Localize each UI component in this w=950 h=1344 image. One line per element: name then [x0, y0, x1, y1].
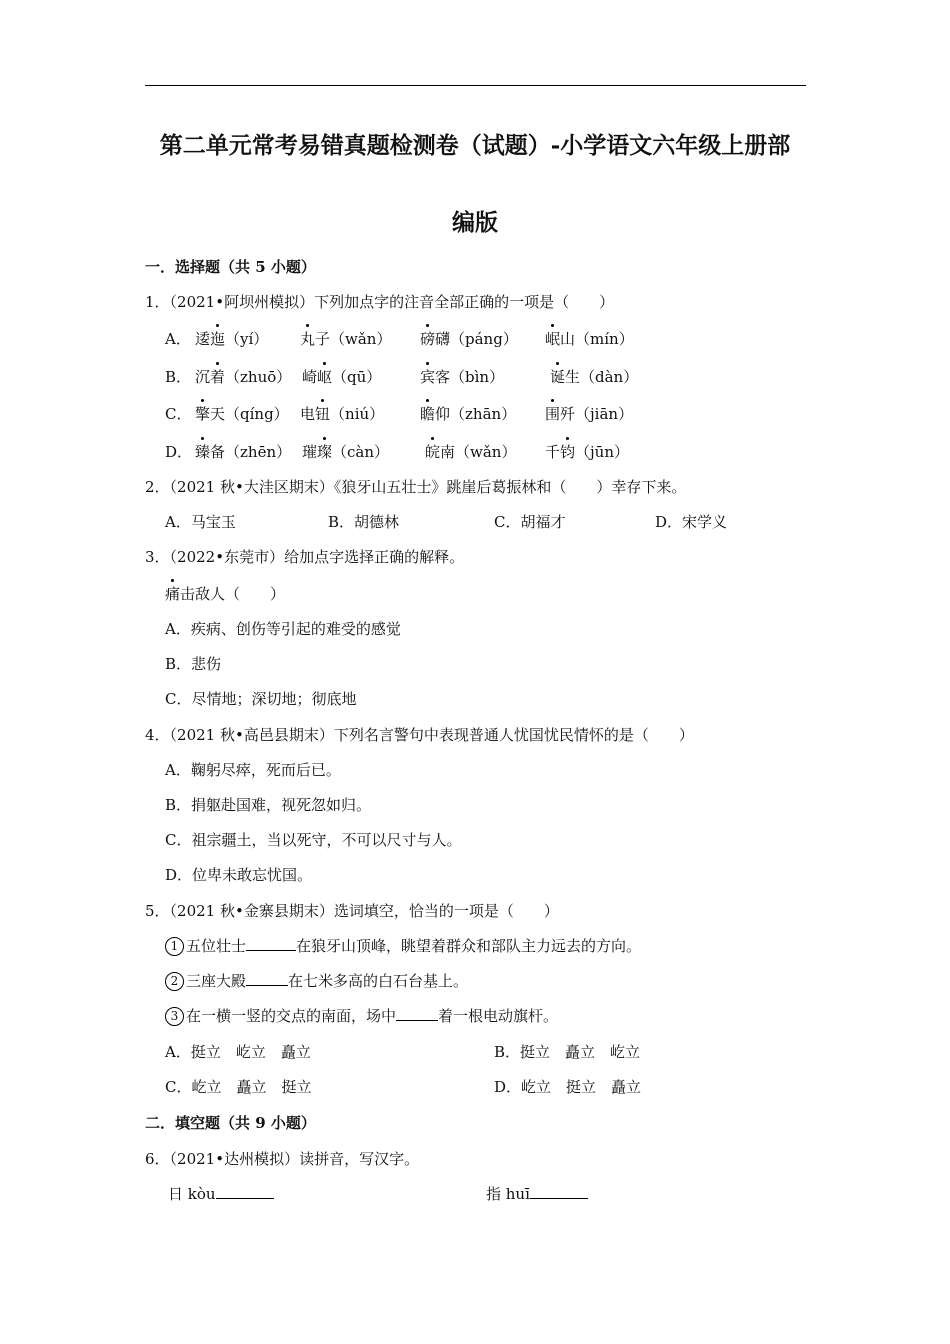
answer-blank — [396, 1006, 438, 1021]
question-5-sentence-2: 2 三座大殿 在七米多高的白石台基上。 — [165, 971, 468, 991]
header-rule — [145, 85, 806, 86]
question-5-option-d: D．屹立 挺立 矗立 — [494, 1078, 642, 1096]
q1-d-item-3: 皖南（wǎn） — [425, 443, 517, 461]
q1-d-item-1: 臻备（zhēn） — [195, 443, 292, 461]
section-heading-fill-in: 二．填空题（共 9 小题） — [145, 1114, 316, 1132]
q1-a-item-1: 逶迤（yí） — [195, 330, 269, 348]
q1-c-item-1: 擎天（qíng） — [195, 405, 289, 423]
circled-number: 2 — [165, 972, 184, 991]
q1-b-item-1: 沉着（zhuō） — [195, 368, 292, 386]
answer-blank — [246, 971, 288, 986]
q1-b-item-3: 宾客（bìn） — [420, 368, 505, 386]
option-letter: D． — [165, 443, 193, 461]
question-6-stem: 6．（2021•达州模拟）读拼音，写汉字。 — [145, 1150, 420, 1168]
option-letter: B． — [165, 368, 192, 386]
question-2-option-c: C．胡福才 — [494, 513, 566, 531]
q1-a-item-3: 磅礴（páng） — [420, 330, 518, 348]
q1-a-item-4: 岷山（mín） — [545, 330, 634, 348]
question-1-option-d — [165, 442, 192, 462]
q1-b-item-2: 崎岖（qū） — [302, 368, 382, 386]
q1-c-item-3: 瞻仰（zhān） — [420, 405, 517, 423]
question-5-option-c: C．屹立 矗立 挺立 — [165, 1078, 312, 1096]
page-title-line-1: 第二单元常考易错真题检测卷（试题）-小学语文六年级上册部 — [159, 132, 791, 159]
question-3-option-a: A．疾病、创伤等引起的难受的感觉 — [165, 620, 401, 638]
question-4-option-d: D．位卑未敢忘忧国。 — [165, 866, 313, 884]
question-6-item-1: 日 kòu — [168, 1184, 274, 1204]
question-2-option-d: D．宋学义 — [655, 513, 728, 531]
question-5-option-a: A．挺立 屹立 矗立 — [165, 1043, 311, 1061]
page-title-line-2: 编版 — [452, 209, 498, 236]
question-1-option-a — [165, 329, 191, 349]
question-4-option-b: B．捐躯赴国难，视死忽如归。 — [165, 796, 372, 814]
circled-number: 1 — [165, 937, 184, 956]
question-5-sentence-3: 3 在一横一竖的交点的南面，场中 着一根电动旗杆。 — [165, 1006, 558, 1026]
question-4-option-a: A．鞠躬尽瘁，死而后已。 — [165, 761, 341, 779]
question-5-sentence-1: 1 五位壮士 在狼牙山顶峰，眺望着群众和部队主力远去的方向。 — [165, 936, 641, 956]
answer-blank — [216, 1184, 274, 1199]
q1-c-item-4: 围歼（jiān） — [545, 405, 634, 423]
option-letter: C． — [165, 405, 192, 423]
question-4-option-c: C．祖宗疆土，当以死守，不可以尺寸与人。 — [165, 831, 462, 849]
question-3-stem: 3．（2022•东莞市）给加点字选择正确的解释。 — [145, 548, 465, 566]
question-1-stem: 1．（2021•阿坝州模拟）下列加点字的注音全部正确的一项是（ ） — [145, 293, 615, 311]
q1-d-item-2: 璀璨（càn） — [302, 443, 390, 461]
question-2-option-b: B．胡德林 — [328, 513, 400, 531]
question-2-option-a: A．马宝玉 — [165, 513, 236, 531]
q1-c-item-2: 电钮（niú） — [300, 405, 385, 423]
question-1-option-c — [165, 404, 191, 424]
answer-blank — [246, 936, 296, 951]
question-2-stem: 2．（2021 秋•大洼区期末）《狼牙山五壮士》跳崖后葛振林和（ ）幸存下来。 — [145, 478, 687, 496]
section-heading-choice: 一．选择题（共 5 小题） — [145, 258, 316, 276]
question-3-subject: 痛击敌人（ ） — [165, 585, 286, 603]
option-letter: A． — [165, 330, 191, 348]
question-3-option-b: B．悲伤 — [165, 655, 222, 673]
circled-number: 3 — [165, 1007, 184, 1026]
question-5-stem: 5．（2021 秋•金寨县期末）选词填空，恰当的一项是（ ） — [145, 902, 559, 920]
question-6-item-2: 指 huī — [486, 1184, 588, 1204]
q1-d-item-4: 千钧（jūn） — [545, 443, 630, 461]
q1-b-item-4: 诞生（dàn） — [550, 368, 639, 386]
answer-blank — [530, 1184, 588, 1199]
question-1-option-b — [165, 367, 191, 387]
question-4-stem: 4．（2021 秋•高邑县期末）下列名言警句中表现普通人忧国忧民情怀的是（ ） — [145, 726, 694, 744]
question-5-option-b: B．挺立 矗立 屹立 — [494, 1043, 641, 1061]
q1-a-item-2: 丸子（wǎn） — [300, 330, 392, 348]
question-3-option-c: C．尽情地；深切地；彻底地 — [165, 690, 357, 708]
